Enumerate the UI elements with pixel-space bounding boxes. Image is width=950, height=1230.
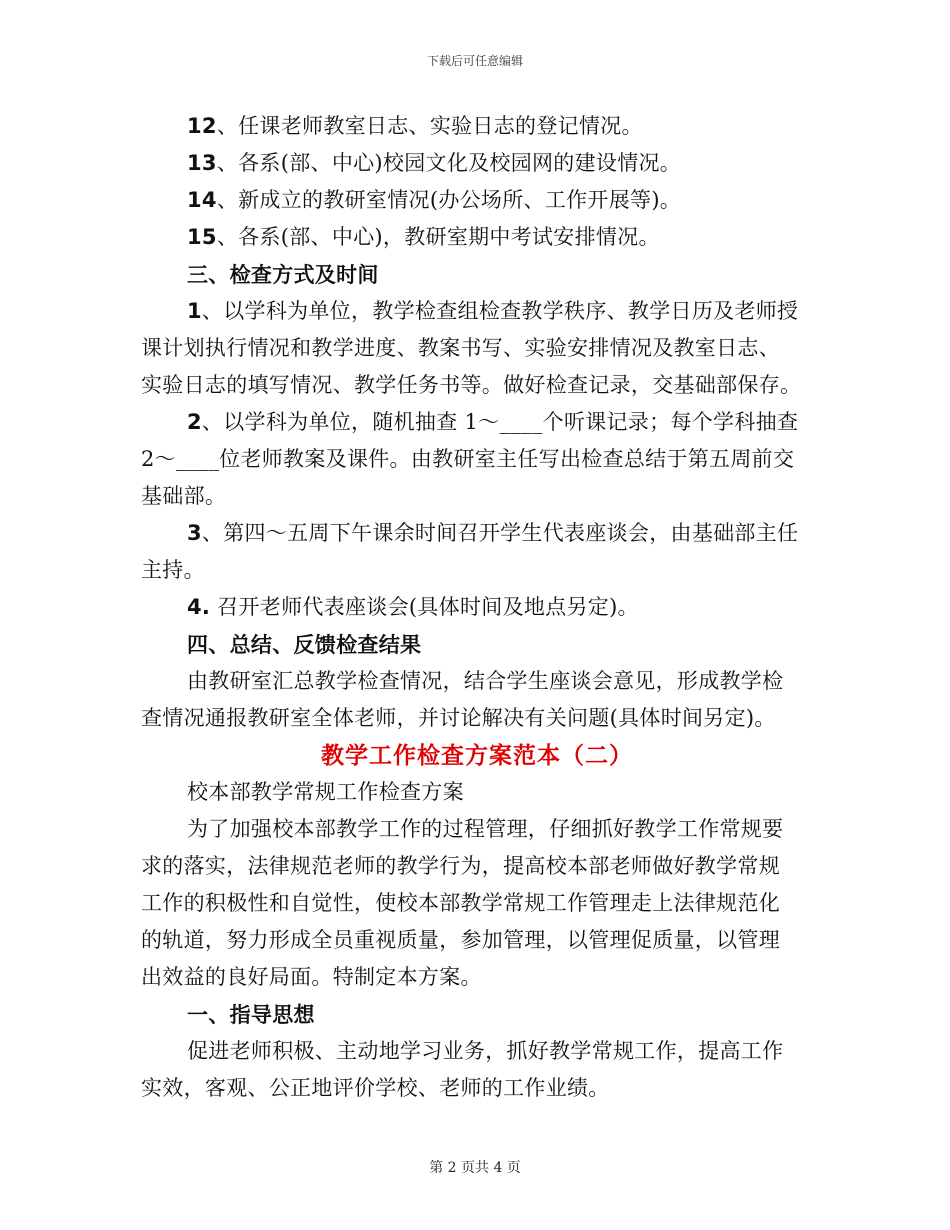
paragraph-line: 工作的积极性和自觉性，使校本部教学常规工作管理走上法律规范化 — [141, 891, 780, 915]
paragraph-line: 由教研室汇总教学检查情况，结合学生座谈会意见，形成教学检 — [187, 669, 784, 693]
paragraph-line: 求的落实，法律规范老师的教学行为，提高校本部老师做好教学常规 — [141, 854, 780, 878]
list-item: 13、各系(部、中心)校园文化及校园网的建设情况。 — [187, 151, 682, 175]
paragraph-line: 的轨道，努力形成全员重视质量，参加管理，以管理促质量，以管理 — [141, 928, 780, 952]
list-item: 14、新成立的教研室情况(办公场所、工作开展等)。 — [187, 188, 682, 212]
paragraph-line: 为了加强校本部教学工作的过程管理，仔细抓好教学工作常规要 — [187, 817, 784, 841]
paragraph-line: 4. 召开老师代表座谈会(具体时间及地点另定)。 — [187, 595, 639, 619]
page-footer: 第 2 页共 4 页 — [429, 1160, 521, 1176]
section-heading: 四、总结、反馈检查结果 — [187, 632, 422, 657]
document-body — [141, 108, 813, 1107]
section-heading: 三、检查方式及时间 — [187, 262, 379, 287]
paragraph-line: 查情况通报教研室全体老师，并讨论解决有关问题(具体时间另定)。 — [141, 706, 776, 730]
paragraph-line: 1、以学科为单位，教学检查组检查教学秩序、教学日历及老师授 — [187, 299, 799, 323]
paragraph-line: 实效，客观、公正地评价学校、老师的工作业绩。 — [141, 1076, 610, 1100]
paragraph-line: 促进老师积极、主动地学习业务，抓好教学常规工作，提高工作 — [187, 1039, 784, 1063]
paragraph-line: 2～____位老师教案及课件。由教研室主任写出检查总结于第五周前交 — [141, 447, 795, 471]
list-item: 15、各系(部、中心)，教研室期中考试安排情况。 — [187, 225, 660, 249]
document-title: 教学工作检查方案范本（二） — [321, 742, 633, 769]
paragraph-line: 实验日志的填写情况、教学任务书等。做好检查记录，交基础部保存。 — [141, 373, 802, 397]
paragraph-line: 2、以学科为单位，随机抽查 1～____个听课记录；每个学科抽查 — [187, 410, 799, 434]
section-heading: 一、指导思想 — [187, 1002, 315, 1027]
paragraph-line: 出效益的良好局面。特制定本方案。 — [141, 965, 482, 989]
paragraph-line: 3、第四～五周下午课余时间召开学生代表座谈会，由基础部主任 — [187, 521, 799, 545]
document-subtitle: 校本部教学常规工作检查方案 — [187, 780, 464, 804]
paragraph-line: 课计划执行情况和教学进度、教案书写、实验安排情况及教室日志、 — [141, 336, 780, 360]
list-item: 12、任课老师教室日志、实验日志的登记情况。 — [187, 114, 643, 138]
paragraph-line: 主持。 — [141, 558, 205, 582]
paragraph-line: 基础部。 — [141, 484, 227, 508]
page-header: 下载后可任意编辑 — [426, 54, 523, 68]
